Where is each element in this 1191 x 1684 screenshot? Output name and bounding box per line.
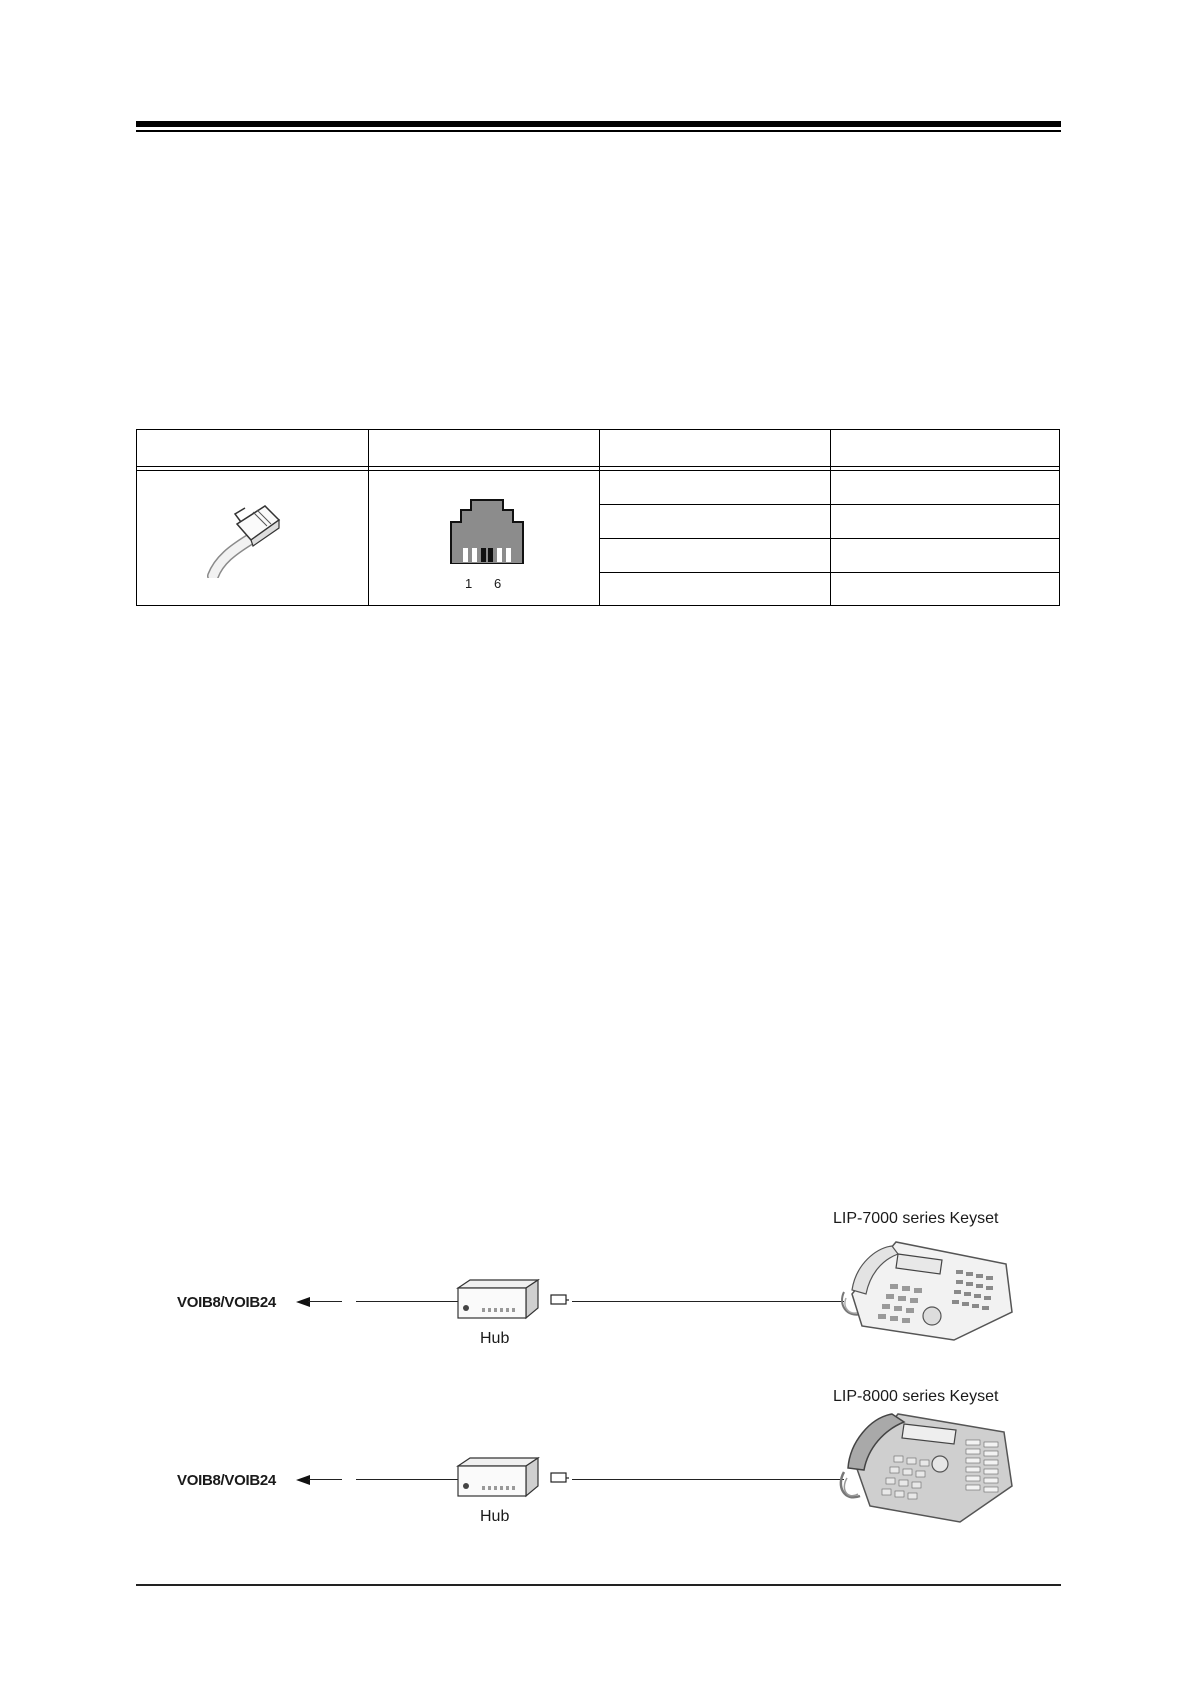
rj-jack-icon <box>447 498 527 580</box>
cable-line <box>356 1479 458 1480</box>
system-label: VOIB8/VOIB24 <box>177 1472 276 1489</box>
keyset-label: LIP-8000 series Keyset <box>833 1388 999 1405</box>
pin-assignment-table <box>136 429 1060 606</box>
keyset-label: LIP-7000 series Keyset <box>833 1210 999 1227</box>
table-row-divider <box>599 572 1059 573</box>
plug-connector-icon <box>550 1470 570 1486</box>
table-header-divider <box>137 466 1059 467</box>
table-row-divider <box>599 504 1059 505</box>
table-header-divider <box>137 470 1059 471</box>
hub-label: Hub <box>480 1330 510 1347</box>
arrow-left-icon <box>296 1297 310 1307</box>
table-column-divider <box>599 430 600 605</box>
hub-icon <box>456 1278 540 1322</box>
table-column-divider <box>368 430 369 605</box>
cable-line <box>572 1301 844 1302</box>
cable-line <box>356 1301 458 1302</box>
pin-label-first: 1 <box>465 576 473 591</box>
arrow-shaft <box>308 1479 342 1480</box>
cable-line <box>572 1479 844 1480</box>
footer-rule <box>136 1584 1061 1586</box>
plug-connector-icon <box>550 1292 570 1308</box>
connection-diagram <box>0 1190 1191 1560</box>
arrow-shaft <box>308 1301 342 1302</box>
arrow-left-icon <box>296 1475 310 1485</box>
keyset-phone-icon <box>836 1408 1016 1526</box>
hub-icon <box>456 1456 540 1500</box>
rj-plug-icon <box>205 498 305 578</box>
header-rule-thick <box>136 121 1061 127</box>
keyset-phone-icon <box>836 1234 1016 1344</box>
system-label: VOIB8/VOIB24 <box>177 1294 276 1311</box>
table-row-divider <box>599 538 1059 539</box>
header-rule-thin <box>136 130 1061 132</box>
hub-label: Hub <box>480 1508 510 1525</box>
table-column-divider <box>830 430 831 605</box>
pin-label-last: 6 <box>494 576 502 591</box>
